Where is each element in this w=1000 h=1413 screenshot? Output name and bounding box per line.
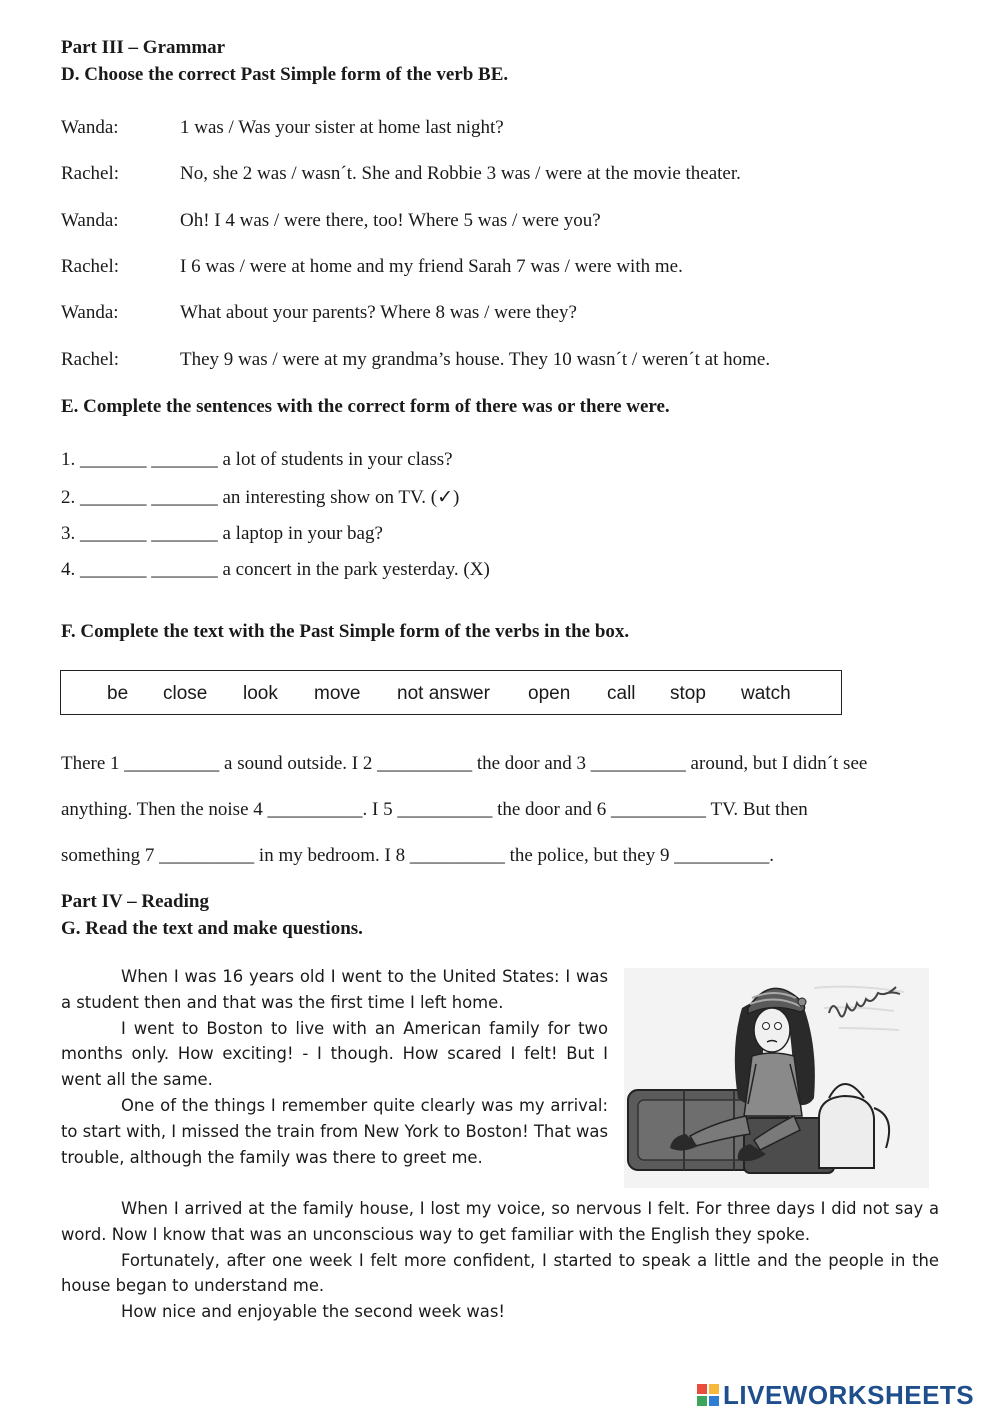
verb-call: call xyxy=(607,683,636,704)
section-f-text-line[interactable]: There 1 __________ a sound outside. I 2 __________ the door and 3 __________ around, but I didn´t see xyxy=(61,753,868,774)
dialogue-line[interactable]: No, she 2 was / wasn´t. She and Robbie 3 was / were at the movie theater. xyxy=(180,163,741,184)
dialogue-line[interactable]: What about your parents? Where 8 was / were they? xyxy=(180,302,577,323)
section-d-heading: D. Choose the correct Past Simple form of the verb BE. xyxy=(61,64,509,85)
verb-look: look xyxy=(243,683,278,704)
reading-paragraph: I went to Boston to live with an American family for two months only. How exciting! - I though. How scared I felt! But I went all the same. xyxy=(61,1018,608,1090)
reading-paragraph: One of the things I remember quite clearly was my arrival: to start with, I missed the train from New York to Boston! That was trouble, although the family was there to greet me. xyxy=(61,1095,608,1167)
verb-watch: watch xyxy=(741,683,791,704)
section-f-heading: F. Complete the text with the Past Simple form of the verbs in the box. xyxy=(61,621,630,642)
reading-text-full xyxy=(61,1196,939,1325)
section-e-item[interactable]: 2. _______ _______ an interesting show on TV. (✓) xyxy=(61,487,460,508)
section-e-heading: E. Complete the sentences with the correct form of there was or there were. xyxy=(61,396,670,417)
liveworksheets-logo-text: LIVEWORKSHEETS xyxy=(723,1380,975,1410)
dialogue-speaker: Wanda: xyxy=(61,210,119,231)
verb-box xyxy=(60,670,842,715)
verb-stop: stop xyxy=(670,683,706,704)
dialogue-line[interactable]: Oh! I 4 was / were there, too! Where 5 was / were you? xyxy=(180,210,601,231)
dialogue-line[interactable]: They 9 was / were at my grandma’s house. They 10 wasn´t / weren´t at home. xyxy=(180,349,771,370)
verb-close: close xyxy=(163,683,208,704)
section-g-heading: G. Read the text and make questions. xyxy=(61,918,363,939)
reading-paragraph: When I was 16 years old I went to the United States: I was a student then and that was the first time I left home. xyxy=(61,967,608,1012)
section-e-item[interactable]: 3. _______ _______ a laptop in your bag? xyxy=(61,523,383,544)
reading-paragraph: How nice and enjoyable the second week was! xyxy=(121,1302,505,1322)
verb-move: move xyxy=(314,683,361,704)
girl-on-suitcase-illustration xyxy=(624,968,929,1188)
part3-title: Part III – Grammar xyxy=(61,37,226,58)
dialogue-speaker: Wanda: xyxy=(61,302,119,323)
liveworksheets-logo-icon xyxy=(697,1384,719,1406)
dialogue-speaker: Rachel: xyxy=(61,256,120,277)
section-e-item[interactable]: 4. _______ _______ a concert in the park yesterday. (X) xyxy=(61,559,490,580)
section-f-text-line[interactable]: something 7 __________ in my bedroom. I 8 __________ the police, but they 9 __________. xyxy=(61,845,774,866)
dialogue-line[interactable]: I 6 was / were at home and my friend Sarah 7 was / were with me. xyxy=(180,256,683,277)
verb-open: open xyxy=(528,683,571,704)
dialogue-line[interactable]: 1 was / Was your sister at home last night? xyxy=(180,117,504,138)
reading-paragraph: Fortunately, after one week I felt more confident, I started to speak a little and the people in the house began to understand me. xyxy=(61,1250,939,1296)
dialogue-speaker: Wanda: xyxy=(61,117,119,138)
verb-not-answer: not answer xyxy=(397,683,490,704)
part4-title: Part IV – Reading xyxy=(61,891,209,912)
section-e-item[interactable]: 1. _______ _______ a lot of students in your class? xyxy=(61,449,453,470)
reading-text-column xyxy=(61,964,608,1170)
verb-be: be xyxy=(107,683,129,704)
dialogue-speaker: Rachel: xyxy=(61,163,120,184)
dialogue-speaker: Rachel: xyxy=(61,349,120,370)
liveworksheets-logo[interactable] xyxy=(697,1380,974,1408)
section-f-text-line[interactable]: anything. Then the noise 4 __________. I 5 __________ the door and 6 __________ TV. But then xyxy=(61,799,808,820)
reading-paragraph: When I arrived at the family house, I lost my voice, so nervous I felt. For three days I did not say a word. Now I know that was an unconscious way to get familiar with the English they spoke. xyxy=(61,1199,939,1244)
